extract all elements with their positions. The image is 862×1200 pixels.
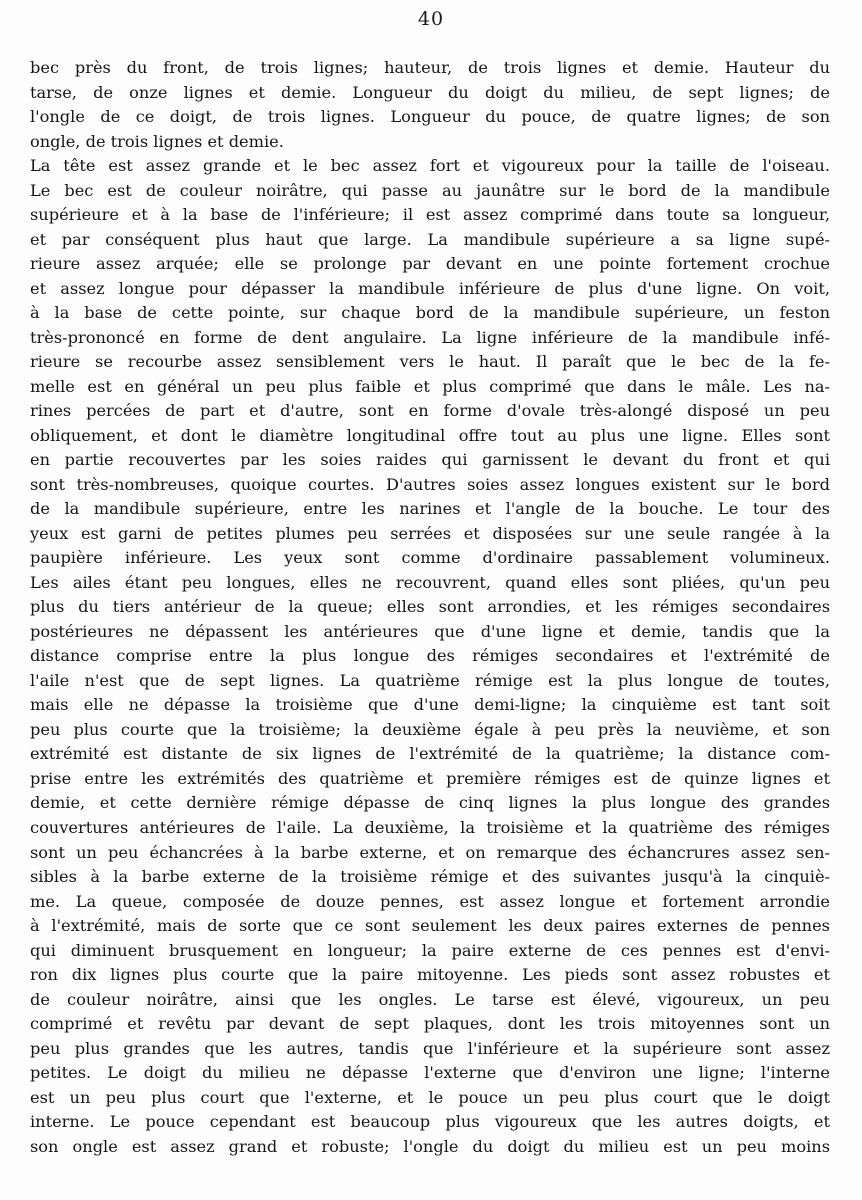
page-number: 40 (417, 8, 445, 30)
text-line: rieure se recourbe assez sensiblement vers le haut. Il paraît que le bec de la fe- (30, 352, 830, 372)
text-line: ongle, de trois lignes et demie. (30, 131, 284, 151)
text-line: postérieures ne dépassent les antérieures que d'une ligne et demie, tandis que la (30, 621, 830, 641)
text-line: sibles à la barbe externe de la troisième rémige et des suivantes jusqu'à la cinquiè- (30, 867, 830, 887)
text-line: ron dix lignes plus courte que la paire mitoyenne. Les pieds sont assez robustes et (30, 965, 830, 985)
text-line: bec près du front, de trois lignes; hauteur, de trois lignes et demie. Hauteur du (30, 58, 830, 77)
text-line: supérieure et à la base de l'inférieure; il est assez comprimé dans toute sa longueur, (30, 205, 830, 225)
text-line: en partie recouvertes par les soies raides qui garnissent le devant du front et qui (30, 450, 830, 470)
text-line: me. La queue, composée de douze pennes, est assez longue et fortement arrondie (30, 891, 830, 911)
text-line: tarse, de onze lignes et demie. Longueur du doigt du milieu, de sept lignes; de (30, 82, 830, 102)
text-line: interne. Le pouce cependant est beaucoup plus vigoureux que les autres doigts, et (30, 1112, 830, 1132)
text-line: prise entre les extrémités des quatrième et première rémiges est de quinze lignes et (30, 768, 830, 788)
body-text (30, 56, 830, 1159)
text-line: l'ongle de ce doigt, de trois lignes. Longueur du pouce, de quatre lignes; de son (30, 107, 830, 127)
text-line: melle est en général un peu plus faible et plus comprimé que dans le mâle. Les na- (30, 376, 830, 396)
text-line: l'aile n'est que de sept lignes. La quatrième rémige est la plus longue de toutes, (30, 670, 830, 690)
text-line: à la base de cette pointe, sur chaque bord de la mandibule supérieure, un feston (30, 303, 830, 323)
text-line: comprimé et revêtu par devant de sept plaques, dont les trois mitoyennes sont un (30, 1014, 830, 1034)
text-line: extrémité est distante de six lignes de l'extrémité de la quatrième; la distance com- (30, 744, 830, 764)
text-line: peu plus grandes que les autres, tandis que l'inférieure et la supérieure sont assez (30, 1038, 830, 1058)
text-line: paupière inférieure. Les yeux sont comme d'ordinaire passablement volumineux. (30, 548, 830, 568)
text-line: obliquement, et dont le diamètre longitudinal offre tout au plus une ligne. Elles sont (30, 425, 830, 445)
text-line: à l'extrémité, mais de sorte que ce sont seulement les deux paires externes de pennes (30, 916, 830, 936)
text-line: couvertures antérieures de l'aile. La deuxième, la troisième et la quatrième des rémiges (30, 817, 830, 837)
text-line: petites. Le doigt du milieu ne dépasse l'externe que d'environ une ligne; l'interne (30, 1063, 830, 1083)
text-line: sont très-nombreuses, quoique courtes. D'autres soies assez longues existent sur le bord (30, 474, 830, 494)
text-line: plus du tiers antérieur de la queue; elles sont arrondies, et les rémiges secondaires (30, 597, 830, 617)
text-line: qui diminuent brusquement en longueur; la paire externe de ces pennes est d'envi- (30, 940, 830, 960)
text-line: La tête est assez grande et le bec assez fort et vigoureux pour la taille de l'oiseau. (30, 156, 830, 176)
text-line: distance comprise entre la plus longue des rémiges secondaires et l'extrémité de (30, 646, 830, 666)
text-line: très-prononcé en forme de dent angulaire. La ligne inférieure de la mandibule infé- (30, 327, 830, 347)
text-line: sont un peu échancrées à la barbe externe, et on remarque des échancrures assez sen- (30, 842, 830, 862)
text-line: Le bec est de couleur noirâtre, qui passe au jaunâtre sur le bord de la mandibule (30, 180, 830, 200)
text-line: rines percées de part et d'autre, sont en forme d'ovale très-alongé disposé un peu (30, 401, 830, 421)
text-line: yeux est garni de petites plumes peu serrées et disposées sur une seule rangée à la (30, 523, 830, 543)
text-line: Les ailes étant peu longues, elles ne recouvrent, quand elles sont pliées, qu'un peu (30, 572, 830, 592)
text-line: son ongle est assez grand et robuste; l'ongle du doigt du milieu est un peu moins (30, 1136, 830, 1156)
text-line: demie, et cette dernière rémige dépasse de cinq lignes la plus longue des grandes (30, 793, 830, 813)
text-line: peu plus courte que la troisième; la deuxième égale à peu près la neuvième, et son (30, 719, 830, 739)
text-line: et assez longue pour dépasser la mandibule inférieure de plus d'une ligne. On voit, (30, 278, 830, 298)
text-line: de la mandibule supérieure, entre les narines et l'angle de la bouche. Le tour des (30, 499, 830, 519)
text-line: est un peu plus court que l'externe, et le pouce un peu plus court que le doigt (30, 1087, 830, 1107)
text-line: rieure assez arquée; elle se prolonge par devant en une pointe fortement crochue (30, 254, 830, 274)
text-line: de couleur noirâtre, ainsi que les ongles. Le tarse est élevé, vigoureux, un peu (30, 989, 830, 1009)
text-line: mais elle ne dépasse la troisième que d'une demi-ligne; la cinquième est tant soit (30, 695, 830, 715)
text-line: et par conséquent plus haut que large. La mandibule supérieure a sa ligne supé- (30, 229, 830, 249)
